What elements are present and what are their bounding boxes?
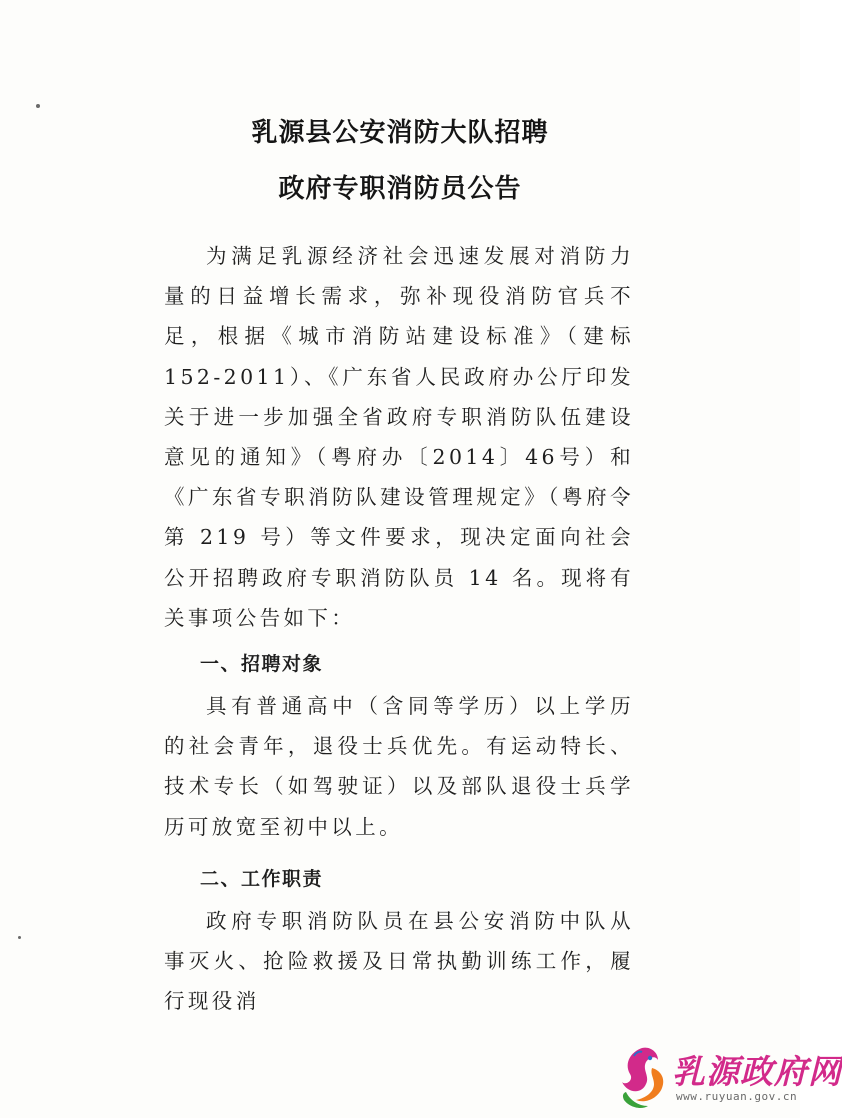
intro-paragraph: 为满足乳源经济社会迅速发展对消防力量的日益增长需求，弥补现役消防官兵不足，根据《城市消防站建设标准》（建标 152-2011）、《广东省人民政府办公厅印发关于进一步加强全省政府专职消防队伍建设意见的通知》（粤府办〔2014〕46号）和《广东省专职消防队建设管理规定》（粤府令第 219 号）等文件要求，现决定面向社会公开招聘政府专职消防队员 14 名。现将有关事项公告如下： — [164, 244, 634, 630]
document-title-line-1: 乳源县公安消防大队招聘 — [251, 118, 549, 148]
dragon-logo-icon — [612, 1042, 672, 1112]
scan-speck — [36, 104, 40, 108]
section-text-recruitment-target: 具有普通高中（含同等学历）以上学历的社会青年，退役士兵优先。有运动特长、技术专长（如驾驶证）以及部队退役士兵学历可放宽至初中以上。 — [164, 694, 634, 839]
section-text-duties: 政府专职消防队员在县公安消防中队从事灭火、抢险救援及日常执勤训练工作，履行现役消 — [164, 908, 634, 1014]
section-heading-duties: 二、工作职责 — [200, 867, 324, 890]
watermark-url: www.ruyuan.gov.cn — [676, 1090, 798, 1103]
document-body — [164, 236, 634, 1021]
site-watermark — [612, 1040, 842, 1116]
watermark-site-name: 乳源政府网 — [672, 1052, 842, 1091]
section-heading-recruitment-target: 一、招聘对象 — [200, 653, 324, 676]
scan-speck — [18, 936, 21, 939]
document-title-line-2: 政府专职消防员公告 — [278, 174, 522, 204]
